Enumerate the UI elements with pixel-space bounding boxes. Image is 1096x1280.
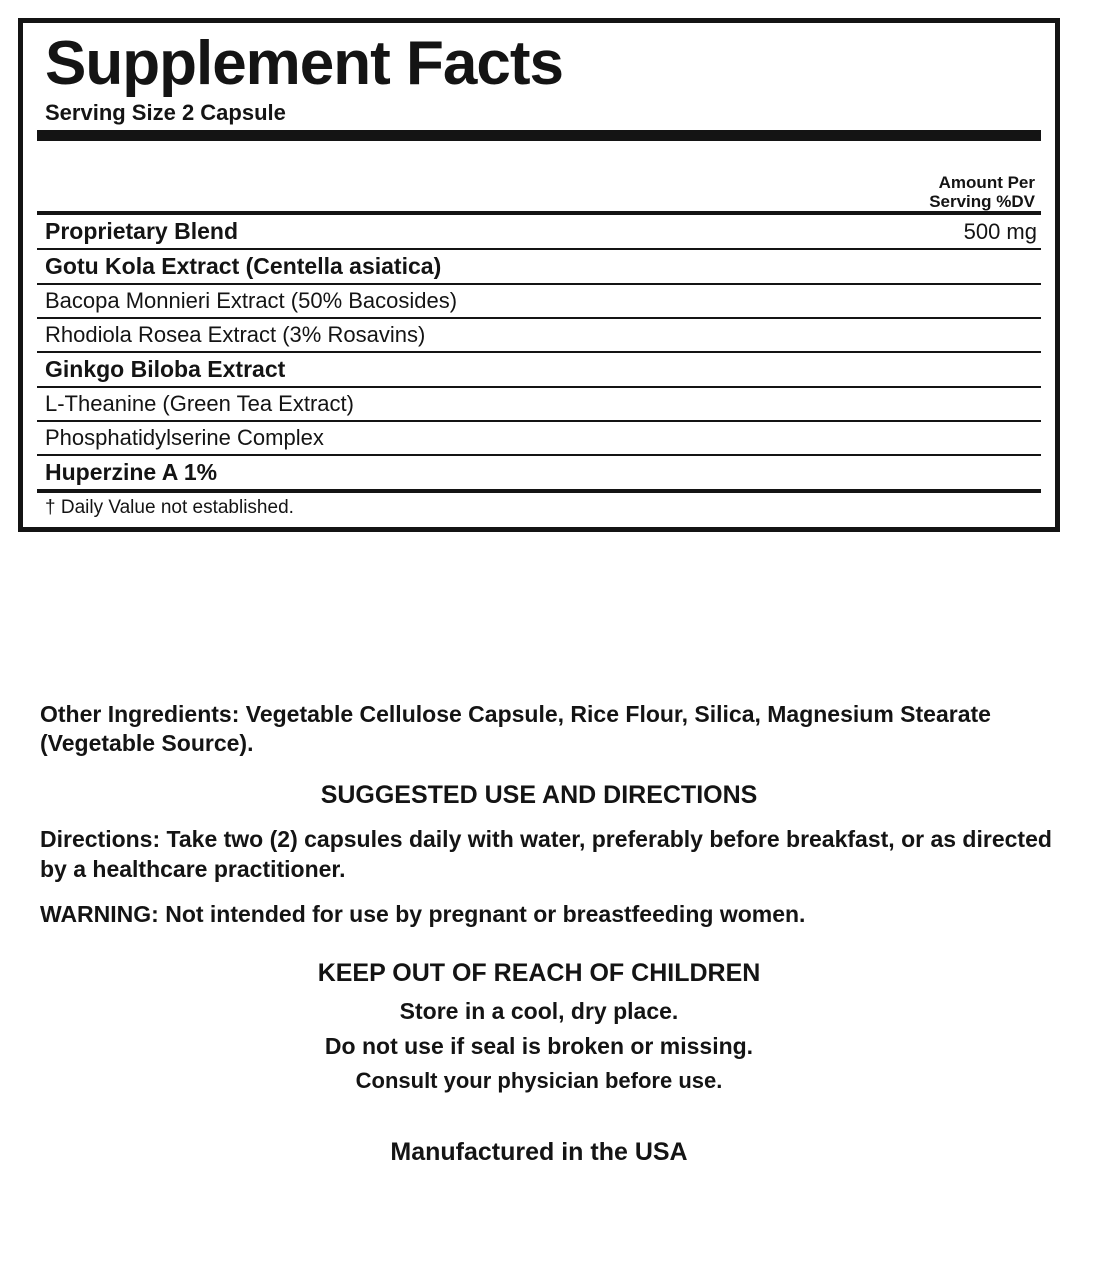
- label-body-copy: [18, 700, 1060, 1167]
- directions-text: Directions: Take two (2) capsules daily with water, preferably before breakfast, or as directed by a healthcare practitioner.: [40, 825, 1052, 883]
- manufacturing-statement: Manufactured in the USA: [390, 1137, 688, 1166]
- suggested-use-heading: SUGGESTED USE AND DIRECTIONS: [320, 780, 758, 809]
- amount-per-serving-label: Amount Per Serving %DV: [929, 172, 1035, 211]
- nutrient-name: Phosphatidylserine Complex: [45, 424, 324, 450]
- storage-line-1: Store in a cool, dry place.: [399, 997, 679, 1024]
- daily-value-footnote: † Daily Value not established.: [45, 496, 294, 518]
- other-ingredients: Other Ingredients: Vegetable Cellulose Capsule, Rice Flour, Silica, Magnesium Stearate (Vegetable Source).: [40, 701, 991, 757]
- keep-out-of-reach-heading: KEEP OUT OF REACH OF CHILDREN: [317, 958, 761, 987]
- table-row: [37, 388, 1041, 420]
- table-row: [37, 456, 1041, 489]
- table-row: [37, 353, 1041, 386]
- storage-line-2: Do not use if seal is broken or missing.: [324, 1032, 754, 1059]
- panel-title: Supplement Facts: [45, 29, 563, 98]
- nutrient-name: Huperzine A 1%: [45, 458, 218, 485]
- serving-size: Serving Size 2 Capsule: [45, 99, 286, 125]
- supplement-facts-panel: [18, 18, 1060, 532]
- nutrient-name: Ginkgo Biloba Extract: [45, 355, 286, 382]
- warning-text: WARNING: Not intended for use by pregnant or breastfeeding women.: [40, 900, 806, 927]
- nutrient-name: Gotu Kola Extract (Centella asiatica): [45, 252, 442, 279]
- storage-block: [18, 959, 1060, 1094]
- table-row: [37, 422, 1041, 454]
- nutrient-name: Rhodiola Rosea Extract (3% Rosavins): [45, 321, 426, 347]
- table-row: [37, 215, 1041, 248]
- amount-per-serving-header: [37, 141, 1041, 211]
- table-row: [37, 285, 1041, 317]
- nutrient-amount: 500 mg: [963, 218, 1037, 244]
- panel-divider-heavy: [37, 130, 1041, 141]
- table-row: [37, 319, 1041, 351]
- nutrient-name: Bacopa Monnieri Extract (50% Bacosides): [45, 287, 458, 313]
- storage-line-3: Consult your physician before use.: [355, 1067, 723, 1093]
- nutrient-name: L-Theanine (Green Tea Extract): [45, 390, 354, 416]
- nutrient-name: Proprietary Blend: [45, 217, 238, 244]
- table-row: [37, 250, 1041, 283]
